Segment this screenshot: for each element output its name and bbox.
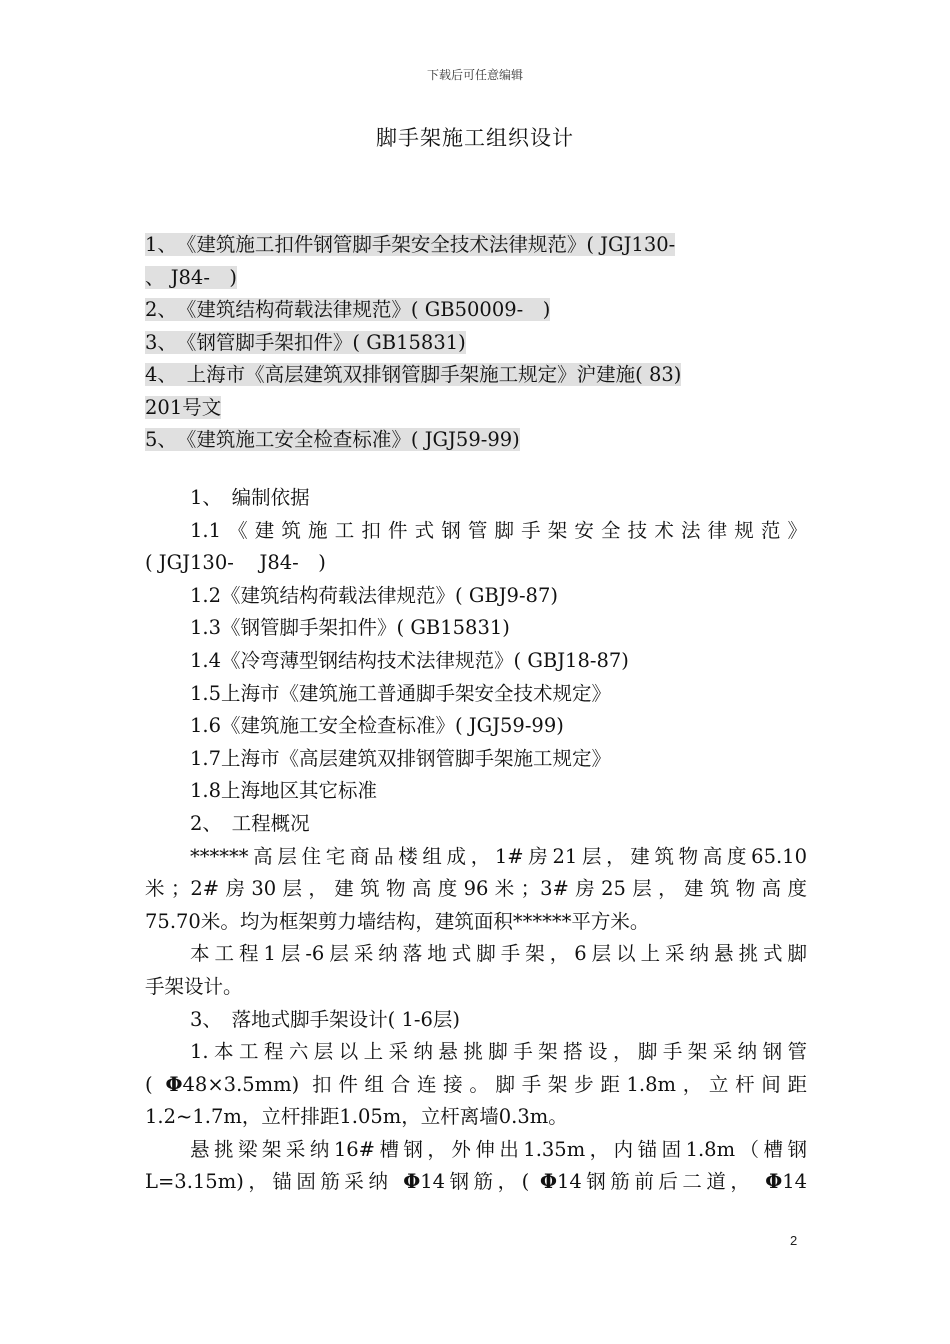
body-line: ( JGJ130- J84- ) — [145, 551, 326, 575]
body-line: 米；2#房30层，建筑物高度96米；3#房25层，建筑物高度 — [145, 877, 807, 901]
body-line: 1.8上海地区其它标准 — [190, 779, 378, 803]
page-header: 下载后可任意编辑 — [426, 68, 523, 82]
section-heading: 1、 编制依据 — [190, 486, 310, 509]
body-line: 1.4《冷弯薄型钢结构技术法律规范》( GBJ18-87) — [190, 648, 629, 672]
document-body — [145, 482, 807, 1199]
reference-item: 3、 《钢管脚手架扣件》( GB15831) — [145, 330, 466, 354]
body-line: ******高层住宅商品楼组成，1#房21层，建筑物高度65.10 — [190, 844, 807, 868]
phi-symbol: Φ — [765, 1170, 783, 1194]
body-line: 1.1《建筑施工扣件式钢管脚手架安全技术法律规范》 — [190, 518, 807, 542]
body-line: 1.本工程六层以上采纳悬挑脚手架搭设，脚手架采纳钢管 — [190, 1040, 807, 1064]
body-line: L=3.15m)，锚固筋采纳 Φ14钢筋，( Φ14钢筋前后二道， Φ14 — [145, 1170, 808, 1194]
reference-item: 4、 上海市《高层建筑双排钢管脚手架施工规定》沪建施( 83) 201号文 — [145, 363, 682, 419]
phi-symbol: Φ — [165, 1072, 183, 1096]
body-line: 1.6《建筑施工安全检查标准》( JGJ59-99) — [190, 714, 564, 738]
body-line: 1.7上海市《高层建筑双排钢管脚手架施工规定》 — [190, 746, 612, 770]
reference-list — [145, 229, 810, 457]
body-line: ( Φ48×3.5mm) 扣件组合连接。脚手架步距1.8m，立杆间距 — [145, 1072, 807, 1096]
page-number: 2 — [790, 1233, 798, 1248]
reference-item: 5、 《建筑施工安全检查标准》( JGJ59-99) — [145, 428, 520, 451]
body-line: 1.5上海市《建筑施工普通脚手架安全技术规定》 — [190, 681, 612, 705]
reference-item: 1、 《建筑施工扣件钢管脚手架安全技术法律规范》( JGJ130- 、 J84- ) — [145, 233, 676, 289]
phi-symbol: Φ — [539, 1170, 557, 1194]
body-line: 1.2~1.7m，立杆排距1.05m，立杆离墙0.3m。 — [145, 1105, 568, 1129]
body-line: 手架设计。 — [145, 974, 243, 998]
section-heading: 3、 落地式脚手架设计( 1-6层) — [190, 1007, 460, 1031]
section-heading: 2、 工程概况 — [190, 811, 310, 835]
body-line: 悬挑梁架采纳16#槽钢，外伸出1.35m，内锚固1.8m（槽钢 — [190, 1137, 807, 1161]
body-line: 75.70米。均为框架剪力墙结构，建筑面积******平方米。 — [145, 909, 650, 933]
body-line: 1.2《建筑结构荷载法律规范》( GBJ9-87) — [190, 583, 558, 607]
body-line: 本工程1层-6层采纳落地式脚手架，6层以上采纳悬挑式脚 — [190, 942, 807, 966]
body-line: 1.3《钢管脚手架扣件》( GB15831) — [190, 616, 510, 640]
phi-symbol: Φ — [403, 1170, 421, 1194]
document-title: 脚手架施工组织设计 — [376, 126, 574, 150]
reference-item: 2、 《建筑结构荷载法律规范》( GB50009- ) — [145, 298, 551, 321]
